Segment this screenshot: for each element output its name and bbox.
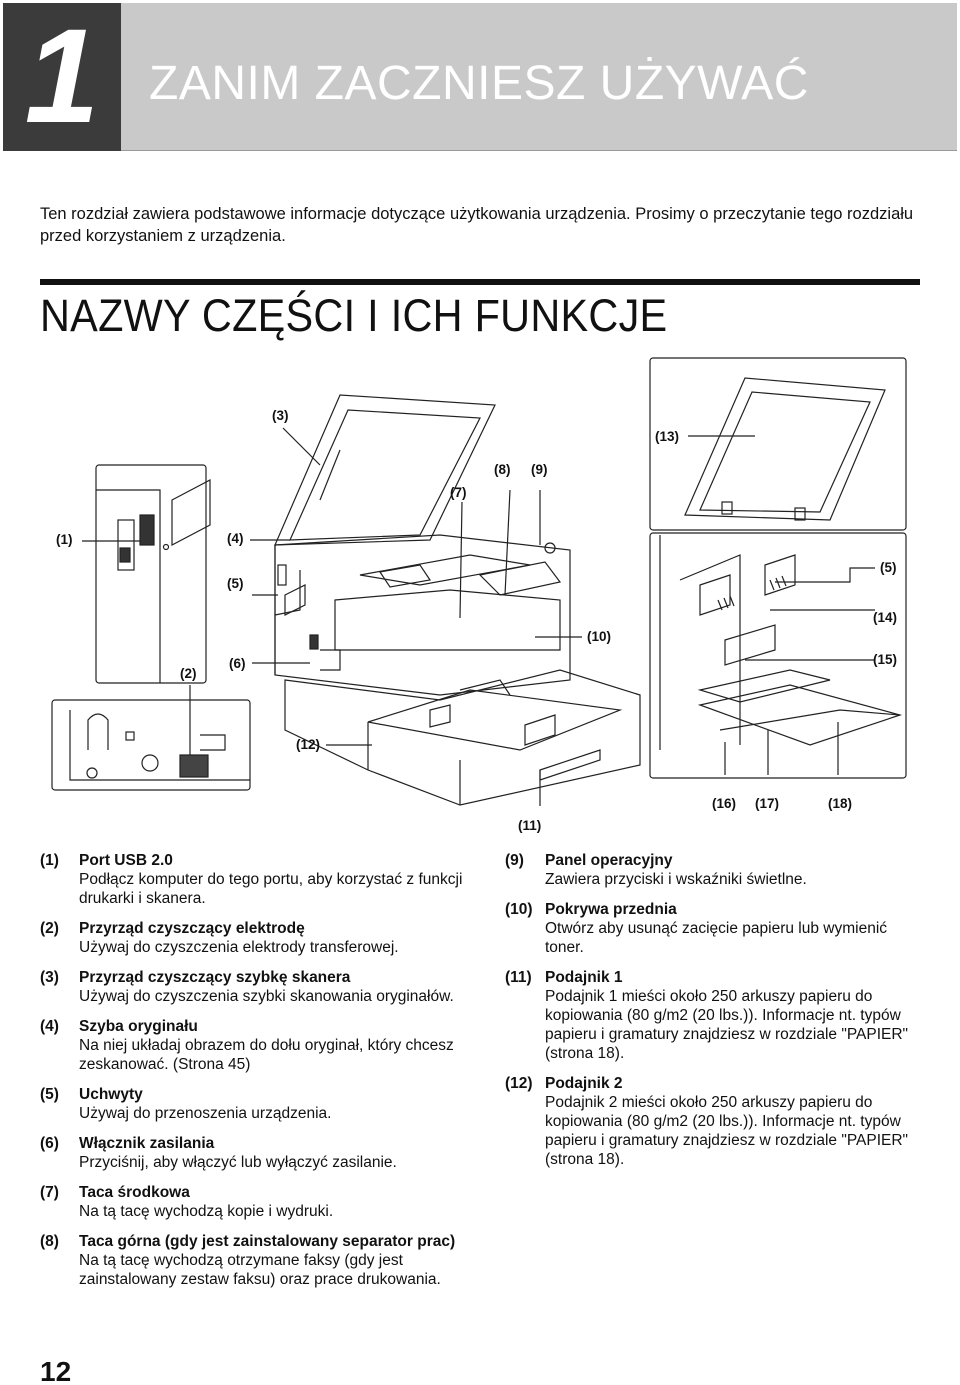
page-number: 12	[40, 1356, 72, 1385]
part-description: Używaj do czyszczenia szybki skanowania oryginałów.	[79, 988, 454, 1005]
callout-10: (10)	[587, 629, 612, 644]
part-number: (1)	[40, 852, 59, 869]
part-name: Włącznik zasilania	[79, 1135, 215, 1152]
chapter-number: 1	[24, 2, 100, 151]
part-name: Taca górna (gdy jest zainstalowany separator prac)	[79, 1233, 456, 1250]
rear-inset	[650, 533, 906, 778]
copier-illustration	[0, 350, 960, 840]
part-name: Przyrząd czyszczący szybkę skanera	[79, 969, 351, 986]
part-name: Panel operacyjny	[545, 852, 673, 869]
callout-16: (16)	[712, 796, 737, 811]
part-number: (10)	[505, 901, 533, 918]
callout-1: (1)	[56, 532, 73, 547]
section-title: NAZWY CZĘŚCI I ICH FUNKCJE	[40, 290, 668, 341]
callout-5: (5)	[227, 576, 244, 591]
part-name: Podajnik 2	[545, 1075, 623, 1092]
part-item	[40, 1232, 470, 1289]
section-rule	[40, 279, 920, 285]
callout-3: (3)	[272, 408, 289, 423]
part-description: Na niej układaj obrazem do dołu oryginał, który chcesz zeskanować. (Strona 45)	[79, 1037, 454, 1073]
paper-tray-1	[285, 670, 640, 805]
part-item	[505, 900, 925, 957]
callout-12: (12)	[296, 737, 321, 752]
callout-5-rear: (5)	[880, 560, 897, 575]
part-description: Otwórz aby usunąć zacięcie papieru lub wymienić toner.	[545, 920, 888, 956]
cover-inset	[650, 358, 906, 530]
part-item	[505, 1074, 925, 1169]
part-description: Na tą tacę wychodzą kopie i wydruki.	[79, 1203, 334, 1220]
part-description: Podajnik 2 mieści około 250 arkuszy papieru do kopiowania (80 g/m2 (20 lbs.)). Informacje nt. typów papieru i gramatury znajdziesz w rozdziale "PAPIER" (strona 18).	[545, 1094, 909, 1168]
part-number: (11)	[505, 969, 532, 986]
chapter-header	[3, 3, 957, 151]
part-name: Przyrząd czyszczący elektrodę	[79, 920, 305, 937]
part-item	[40, 1017, 470, 1074]
part-item	[505, 968, 925, 1063]
part-number: (2)	[40, 920, 59, 937]
callout-6: (6)	[229, 656, 246, 671]
part-number: (7)	[40, 1184, 59, 1201]
part-description: Na tą tacę wychodzą otrzymane faksy (gdy jest zainstalowany zestaw faksu) oraz prace drukowania.	[79, 1252, 441, 1288]
part-name: Podajnik 1	[545, 969, 623, 986]
callout-2: (2)	[180, 666, 197, 681]
part-item	[505, 851, 925, 889]
part-number: (9)	[505, 852, 524, 869]
parts-list-right	[505, 851, 925, 1180]
part-name: Uchwyty	[79, 1086, 143, 1103]
usb-panel-inset	[96, 465, 206, 683]
callout-4: (4)	[227, 531, 244, 546]
part-description: Podajnik 1 mieści około 250 arkuszy papieru do kopiowania (80 g/m2 (20 lbs.)). Informacje nt. typów papieru i gramatury znajdziesz w rozdziale "PAPIER" (strona 18).	[545, 988, 909, 1062]
callout-17: (17)	[755, 796, 780, 811]
intro-text: Ten rozdział zawiera podstawowe informacje dotyczące użytkowania urządzenia. Prosimy o przeczytanie tego rozdziału przed korzystaniem z urządzenia.	[40, 205, 914, 245]
part-description: Używaj do przenoszenia urządzenia.	[79, 1105, 332, 1122]
part-number: (3)	[40, 969, 59, 986]
chapter-title: ZANIM ZACZNIESZ UŻYWAĆ	[149, 57, 809, 110]
callout-15: (15)	[873, 652, 898, 667]
callout-11: (11)	[518, 818, 542, 833]
bypass-tray	[700, 685, 900, 745]
callout-9: (9)	[531, 462, 548, 477]
part-name: Port USB 2.0	[79, 852, 173, 869]
part-description: Podłącz komputer do tego portu, aby korzystać z funkcji drukarki i skanera.	[79, 871, 463, 907]
part-description: Przyciśnij, aby włączyć lub wyłączyć zasilanie.	[79, 1154, 397, 1171]
part-number: (5)	[40, 1086, 59, 1103]
part-item	[40, 851, 470, 908]
part-item	[40, 1134, 470, 1172]
callout-14: (14)	[873, 610, 898, 625]
part-number: (12)	[505, 1075, 533, 1092]
parts-list-left	[40, 851, 470, 1300]
part-name: Taca środkowa	[79, 1184, 190, 1201]
part-item	[40, 1085, 470, 1123]
part-description: Zawiera przyciski i wskaźniki świetlne.	[545, 871, 807, 888]
part-description: Używaj do czyszczenia elektrody transferowej.	[79, 939, 399, 956]
callout-18: (18)	[828, 796, 853, 811]
electrode-inset	[52, 700, 250, 790]
part-number: (4)	[40, 1018, 59, 1035]
part-item	[40, 919, 470, 957]
part-name: Pokrywa przednia	[545, 901, 677, 918]
callout-8: (8)	[494, 462, 511, 477]
part-item	[40, 1183, 470, 1221]
parts-diagram	[0, 350, 960, 840]
chapter-number-box	[3, 3, 121, 151]
part-number: (8)	[40, 1233, 59, 1250]
callout-7: (7)	[450, 485, 467, 500]
part-name: Szyba oryginału	[79, 1018, 198, 1035]
part-item	[40, 968, 470, 1006]
part-number: (6)	[40, 1135, 59, 1152]
callout-13: (13)	[655, 429, 680, 444]
